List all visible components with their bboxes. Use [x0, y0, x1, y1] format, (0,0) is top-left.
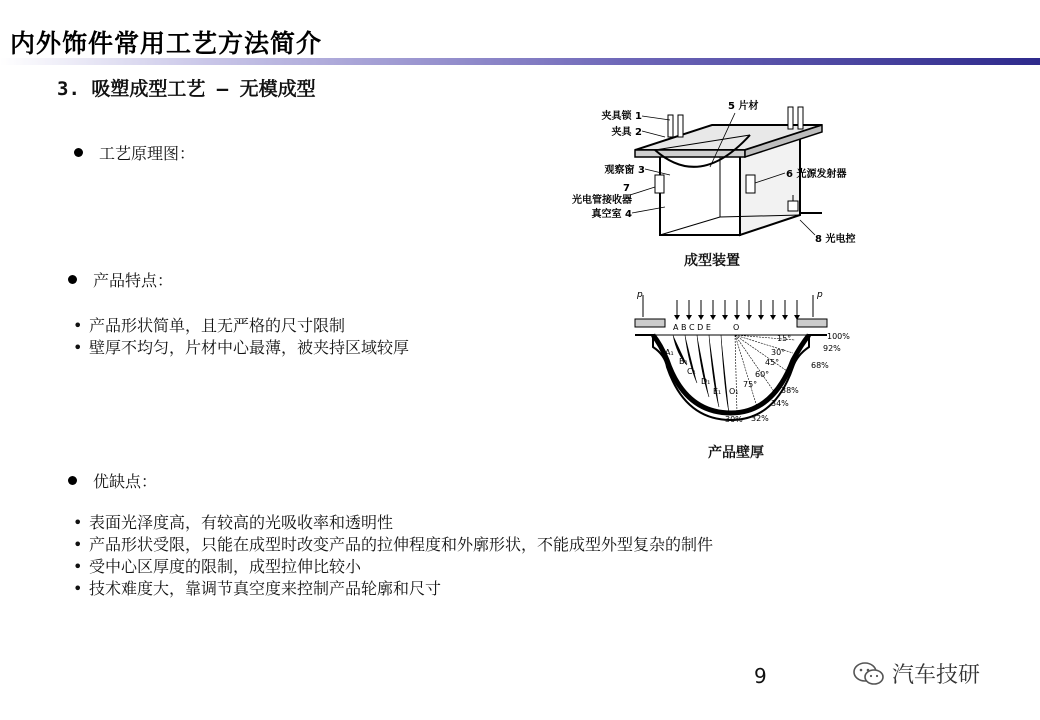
- bullet-dot-icon: [68, 275, 77, 284]
- watermark-text: 汽车技研: [892, 663, 981, 688]
- wechat-icon: [852, 660, 886, 688]
- features-list: [73, 315, 409, 359]
- emitter-box: [746, 175, 755, 193]
- valve-icon: [788, 201, 798, 211]
- label-vacuum: 真空室 4: [591, 209, 632, 220]
- label-pct-34: 34%: [771, 399, 789, 408]
- label-o: O: [733, 323, 740, 332]
- label-control: 8 光电控: [815, 234, 856, 245]
- label-sheet: 5 片材: [728, 101, 759, 112]
- proscons-heading-text: 优缺点：: [93, 472, 158, 491]
- clamp-lock-left: [668, 115, 673, 137]
- watermark: [852, 658, 980, 689]
- label-receiver: 光电管接收器: [572, 195, 632, 206]
- bullet-dot-icon: [74, 148, 83, 157]
- label-p-right: p: [817, 290, 823, 300]
- list-item: • 产品形状简单，且无严格的尺寸限制: [73, 315, 409, 337]
- label-clamp: 夹具 2: [611, 127, 642, 138]
- label-top-letters: A B C D E: [673, 323, 711, 332]
- label-b1: B₁: [679, 357, 688, 366]
- label-a1: A₁: [665, 348, 674, 357]
- label-pct-32: 32%: [751, 414, 769, 423]
- label-pct-100: 100%: [827, 332, 850, 341]
- proscons-heading: [68, 469, 157, 492]
- bullet-dot-icon: [68, 476, 77, 485]
- clamp-lock-right: [788, 107, 793, 129]
- list-item: • 壁厚不均匀，片材中心最薄，被夹持区域较厚: [73, 337, 409, 359]
- pressure-arrows: [677, 300, 797, 317]
- label-receiver-num: 7: [623, 183, 630, 194]
- principle-heading-text: 工艺原理图：: [99, 144, 196, 163]
- list-item: • 技术难度大，靠调节真空度来控制产品轮廓和尺寸: [73, 578, 713, 600]
- list-item: • 产品形状受限，只能在成型时改变产品的拉伸程度和外廓形状，不能成型外型复杂的制件: [73, 534, 713, 556]
- clamp-right: [797, 319, 827, 327]
- page-title: 内外饰件常用工艺方法简介: [10, 29, 323, 58]
- label-emitter: 6 光源发射器: [786, 169, 847, 180]
- label-angle-15: 15°: [777, 334, 792, 343]
- label-pct-68: 68%: [811, 361, 829, 370]
- figure2-caption: 产品壁厚: [708, 445, 764, 461]
- label-c1: C₁: [687, 367, 696, 376]
- label-e1: E₁: [713, 387, 722, 396]
- principle-heading: [74, 141, 195, 164]
- features-heading: [68, 268, 173, 291]
- label-angle-75: 75°: [743, 380, 758, 389]
- page-number: 9: [754, 664, 767, 688]
- figure1-caption: 成型装置: [684, 253, 740, 269]
- features-heading-text: 产品特点：: [93, 271, 174, 290]
- title-underline-bar: [0, 58, 1040, 65]
- label-angle-30: 30°: [771, 348, 786, 357]
- wall-thickness-diagram: [625, 285, 855, 430]
- label-angle-60: 60°: [755, 370, 770, 379]
- receiver-box: [655, 175, 664, 193]
- label-angle-45: 45°: [765, 358, 780, 367]
- label-o1: O₁: [729, 387, 739, 396]
- label-clamp-lock: 夹具锁 1: [601, 111, 642, 122]
- label-pct-92: 92%: [823, 344, 841, 353]
- clamp-left: [635, 319, 665, 327]
- label-window: 观察窗 3: [604, 165, 645, 176]
- forming-device-diagram: [560, 95, 880, 255]
- list-item: • 表面光泽度高，有较高的光吸收率和透明性: [73, 512, 713, 534]
- label-d1: D₁: [701, 377, 711, 386]
- proscons-list: [73, 512, 713, 600]
- label-pct-30: 30%: [725, 415, 743, 424]
- label-pct-38: 38%: [781, 386, 799, 395]
- label-p-left: p: [637, 290, 643, 300]
- list-item: • 受中心区厚度的限制，成型拉伸比较小: [73, 556, 713, 578]
- section-subtitle: 3. 吸塑成型工艺 – 无模成型: [57, 78, 316, 100]
